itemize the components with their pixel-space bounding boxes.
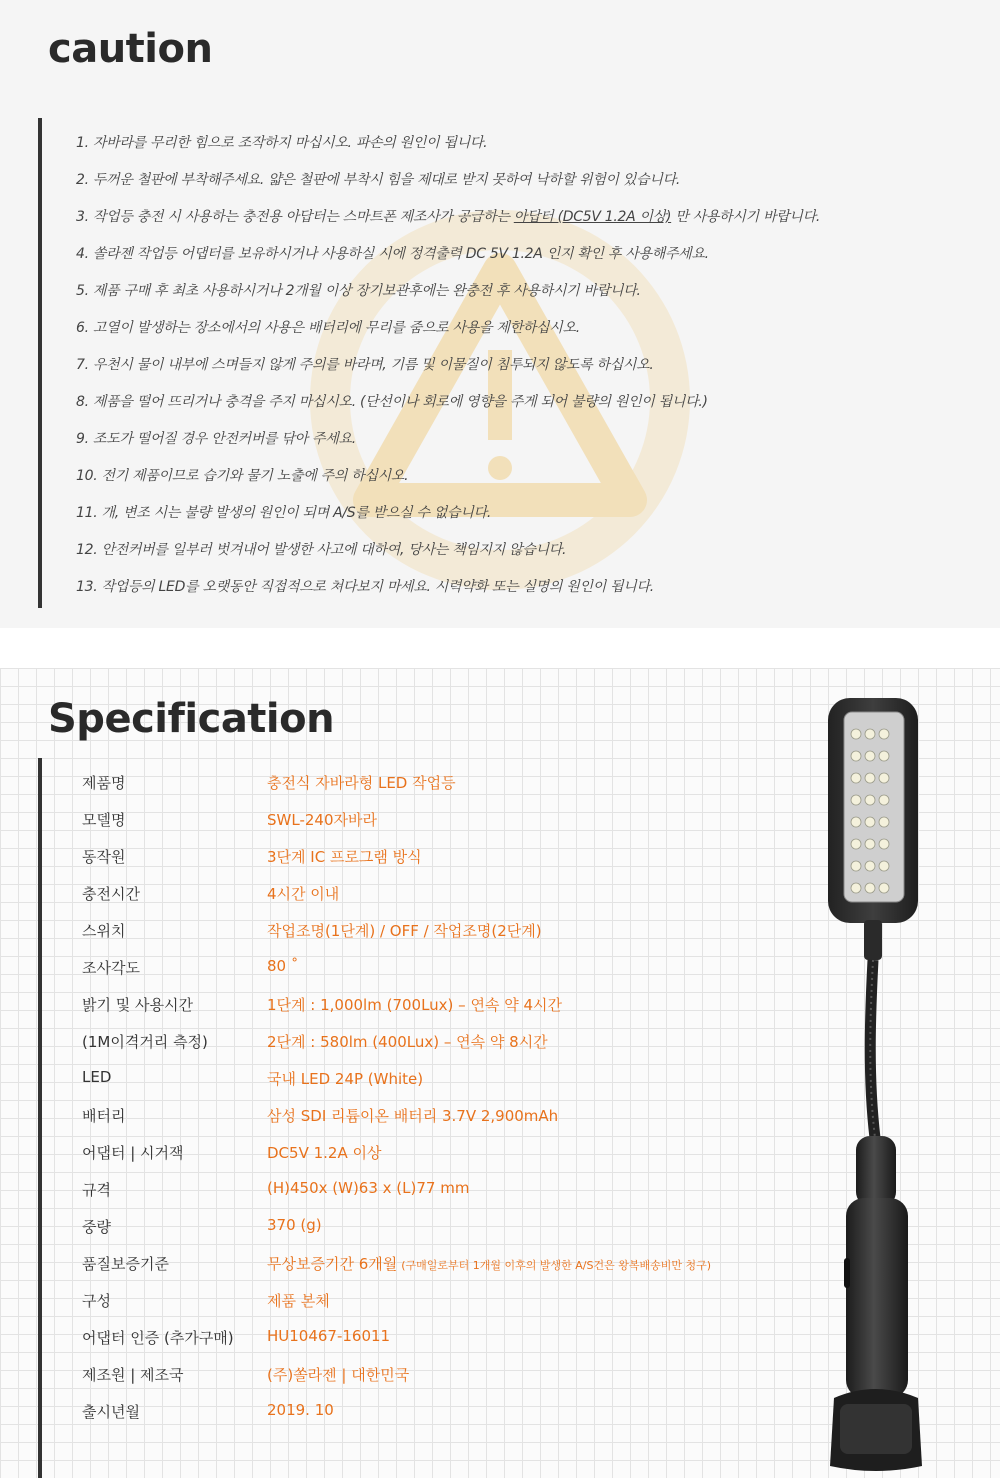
caution-item-tail: 만 사용하시기 바랍니다. [671,209,820,225]
caution-item: 12. 안전커버를 일부러 벗겨내어 발생한 사고에 대하여, 당사는 책임지지 않습니다. [76,542,567,558]
spec-label: 제품명 [82,774,126,792]
spec-value: 80 ˚ [267,957,299,975]
specification-title: Specification [48,696,335,742]
spec-row [82,1175,842,1212]
spec-row [82,990,842,1027]
caution-section [0,0,1000,628]
caution-item: 2. 두꺼운 철판에 부착해주세요. 얇은 철판에 부착시 힘을 제대로 받지 못하여 낙하할 위험이 있습니다. [76,172,680,188]
spec-value-with-note [267,1253,711,1274]
spec-label: 출시년월 [82,1403,140,1421]
spec-value: 4시간 이내 [267,885,340,903]
spec-label: 모델명 [82,811,126,829]
spec-row [82,916,842,953]
caution-item-underlined: 아답터 (DC5V 1.2A 이상) [513,209,672,225]
spec-value: SWL-240자바라 [267,811,377,829]
caution-list [76,132,976,613]
specification-section [0,668,1000,1478]
spec-row [82,1323,842,1360]
spec-label: 규격 [82,1181,111,1199]
spec-label: LED [82,1068,112,1086]
spec-table [82,768,842,1434]
spec-row [82,953,842,990]
spec-row [82,879,842,916]
spec-row [82,842,842,879]
spec-row [82,1360,842,1397]
spec-row [82,1064,842,1101]
spec-label: (1M이격거리 측정) [82,1033,208,1051]
caution-title: caution [48,26,213,72]
caution-item: 11. 개, 변조 시는 불량 발생의 원인이 되며 A/S를 받으실 수 없습니다. [76,505,491,521]
spec-label: 품질보증기준 [82,1255,169,1273]
spec-row [82,1138,842,1175]
caution-item: 7. 우천시 물이 내부에 스며들지 않게 주의를 바라며, 기름 및 이물질이 침투되지 않도록 하십시오. [76,357,654,373]
spec-note: (구매일로부터 1개월 이후의 발생한 A/S건은 왕복배송비만 청구) [401,1259,712,1272]
caution-item: 8. 제품을 떨어 뜨리거나 충격을 주지 마십시오. (단선이나 회로에 영향을 주게 되어 불량의 원인이 됩니다.) [76,394,708,410]
spec-label: 조사각도 [82,959,140,977]
spec-accent-bar [38,758,42,1478]
spec-value: 3단계 IC 프로그램 방식 [267,848,422,866]
spec-row [82,1101,842,1138]
spec-label: 제조원 | 제조국 [82,1366,184,1384]
spec-value: 1단계 : 1,000lm (700Lux) – 연속 약 4시간 [267,996,562,1014]
spec-row [82,1027,842,1064]
spec-value: 제품 본체 [267,1292,330,1310]
spec-row [82,1212,842,1249]
spec-label: 스위치 [82,922,126,940]
spec-value: 국내 LED 24P (White) [267,1070,424,1088]
spec-value: (H)450x (W)63 x (L)77 mm [267,1179,470,1197]
spec-row [82,768,842,805]
spec-value: 삼성 SDI 리튬이온 배터리 3.7V 2,900mAh [267,1107,559,1125]
spec-value: 2단계 : 580lm (400Lux) – 연속 약 8시간 [267,1033,548,1051]
spec-value: HU10467-16011 [267,1327,391,1345]
spec-value: 무상보증기간 6개월 [267,1255,398,1273]
work-light-product-image [820,698,930,1478]
caution-accent-bar [38,118,42,608]
spec-value: DC5V 1.2A 이상 [267,1144,382,1162]
spec-label: 어댑터 인증 (추가구매) [82,1329,234,1347]
spec-row [82,1249,842,1286]
spec-value: 작업조명(1단계) / OFF / 작업조명(2단계) [267,922,542,940]
caution-item-text: 3. 작업등 충전 시 사용하는 충전용 아답터는 스마트폰 제조사가 공급하는 [76,209,510,225]
spec-label: 구성 [82,1292,111,1310]
spec-value: 2019. 10 [267,1401,334,1419]
caution-item: 5. 제품 구매 후 최초 사용하시거나 2개월 이상 장기보관후에는 완충전 후 사용하시기 바랍니다. [76,283,641,299]
spec-value: 충전식 자바라형 LED 작업등 [267,774,456,792]
spec-label: 중량 [82,1218,111,1236]
caution-item: 1. 자바라를 무리한 힘으로 조작하지 마십시오. 파손의 원인이 됩니다. [76,135,488,151]
caution-item: 9. 조도가 떨어질 경우 안전커버를 닦아 주세요. [76,431,356,447]
spec-label: 동작원 [82,848,126,866]
spec-value: (주)쏠라젠 | 대한민국 [267,1366,410,1384]
spec-value: 370 (g) [267,1216,322,1234]
spec-label: 어댑터 | 시거잭 [82,1144,184,1162]
caution-item: 4. 쏠라젠 작업등 어댑터를 보유하시거나 사용하실 시에 정격출력 DC 5V 1.2A 인지 확인 후 사용해주세요. [76,246,709,262]
caution-item: 10. 전기 제품이므로 습기와 물기 노출에 주의 하십시오. [76,468,409,484]
spec-row [82,1286,842,1323]
spec-label: 충전시간 [82,885,140,903]
caution-item: 13. 작업등의 LED를 오랫동안 직접적으로 쳐다보지 마세요. 시력약화 또는 실명의 원인이 됩니다. [76,579,654,595]
spec-row [82,805,842,842]
spec-label: 배터리 [82,1107,126,1125]
spec-row [82,1397,842,1434]
caution-item [76,206,976,243]
caution-item: 6. 고열이 발생하는 장소에서의 사용은 배터리에 무리를 줌으로 사용을 제한하십시오. [76,320,580,336]
spec-label: 밝기 및 사용시간 [82,996,193,1014]
